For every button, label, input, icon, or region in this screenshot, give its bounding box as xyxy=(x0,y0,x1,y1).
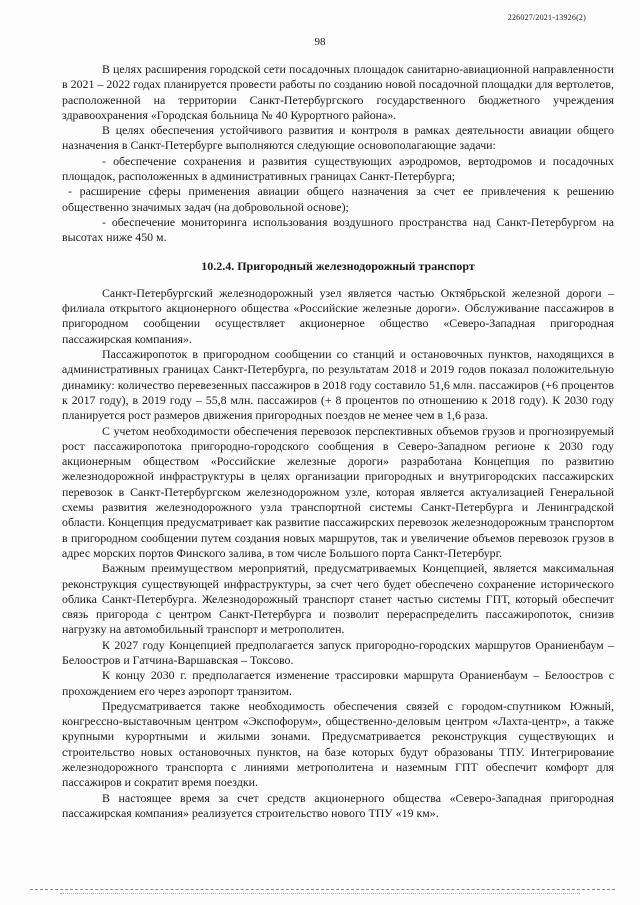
paragraph-route-2030: К концу 2030 г. предполагается изменение трассировки маршрута Ораниенбаум – Белоостров с прохождением его через аэропорт транзитом. xyxy=(62,668,614,698)
page-number: 98 xyxy=(314,36,326,48)
paragraph-helipad: В целях расширения городской сети посадочных площадок санитарно-авиационной направленности в 2021 – 2022 годах планируется провести работы по созданию новой посадочной площадки для вертолетов, расположенной на территории Санкт-Петербургского государственного бюджетного учреждения здравоохранения «Городская больница № 40 Курортного района». xyxy=(62,62,614,122)
section-title: 10.2.4. Пригородный железнодорожный транспорт xyxy=(201,258,475,273)
list-item-airfields: - обеспечение сохранения и развития существующих аэродромов, вертодромов и посадочных площадок, расположенных в административных границах Санкт-Петербурга; xyxy=(62,153,614,184)
document-number: 226027/2021-13926(2) xyxy=(507,13,586,22)
list-item-aviation-scope: - расширение сферы применения авиации общего назначения за счет ее привлечения к решению общественно значимых задач (на добровольной основе); xyxy=(62,184,614,214)
list-item-airspace-monitoring: - обеспечение мониторинга использования воздушного пространства над Санкт-Петербургом на высотах ниже 450 м. xyxy=(62,214,614,245)
scan-edge-line-secondary xyxy=(60,893,580,894)
paragraph-aviation-tasks-intro: В целях обеспечения устойчивого развития и контроля в рамках деятельности авиации общего назначения в Санкт-Петербурге выполняются следующие основополагающие задачи: xyxy=(62,123,614,153)
document-body xyxy=(62,62,614,821)
scan-edge-line xyxy=(30,889,615,890)
paragraph-passenger-flow: Пассажиропоток в пригородном сообщении со станций и остановочных пунктов, находящихся в административных границах Санкт-Петербурга, по результатам 2018 и 2019 годов показал положительную динамику: количество перевезенных пассажиров в 2018 году составило 51,6 млн. пассажиров (+6 процентов к 2017 году), в 2019 году – 55,8 млн. пассажиров (+ 8 процентов по отношению к 2018 году). К 2030 году планируется рост размеров движения пригородных поездов не менее чем в 1,6 раза. xyxy=(62,347,614,423)
paragraph-railway-node: Санкт-Петербургский железнодорожный узел является частью Октябрьской железной дороги – филиала открытого акционерного общества «Российские железные дороги». Обслуживание пассажиров в пригородном сообщении осуществляет акционерное общество «Северо-Западная пригородная пассажирская компания». xyxy=(62,285,614,346)
paragraph-tpu-19km: В настоящее время за счет средств акционерного общества «Северо-Западная пригородная пассажирская компания» реализуется строительство нового ТПУ «19 км». xyxy=(62,790,614,820)
paragraph-concept: С учетом необходимости обеспечения перевозок перспективных объемов грузов и прогнозируемый рост пассажиропотока пригородно-городского сообщения в Северо-Западном регионе к 2030 году акционерным обществом «Российские железные дороги» разработана Концепция по развитию железнодорожной инфраструктуры в целях организации пригородных и внутригородских пассажирских перевозок в Санкт-Петербургском железнодорожном узле, которая является актуализацией Генеральной схемы развития железнодорожного узла транспортной системы Санкт-Петербурга и Ленинградской области. Концепция предусматривает как развитие пассажирских перевозок железнодорожным транспортом в пригородном сообщении путем создания новых маршрутов, так и увеличение объемов перевозок грузов в адрес морских портов Финского залива, в том числе Большого порта Санкт-Петербург. xyxy=(62,423,614,560)
paragraph-connections: Предусматривается также необходимость обеспечения связей с городом-спутником Южный, конгрессно-выставочным центром «Экспофорум», общественно-деловым центром «Лахта-центр», а также крупными курортными и жилыми зонами. Предусматривается реконструкция существующих и строительство новых остановочных пунктов, на базе которых будут образованы ТПУ. Интегрирование железнодорожного транспорта с линиями метрополитена и наземным ГПТ обеспечит комфорт для пассажиров и сократит время поездки. xyxy=(62,698,614,790)
paragraph-routes-2027: К 2027 году Концепцией предполагается запуск пригородно-городских маршрутов Ораниенбаум – Белоостров и Гатчина-Варшавская – Токсово. xyxy=(62,637,614,667)
paragraph-advantages: Важным преимуществом мероприятий, предусматриваемых Концепцией, является максимальная реконструкция существующей инфраструктуры, за счет чего будет обеспечено сохранение исторического облика Санкт-Петербурга. Железнодорожный транспорт станет частью системы ГПТ, который обеспечит связь пригорода с центром Санкт-Петербурга и позволит перераспределить пассажиропоток, снизив нагрузку на автомобильный транспорт и метрополитен. xyxy=(62,561,614,637)
